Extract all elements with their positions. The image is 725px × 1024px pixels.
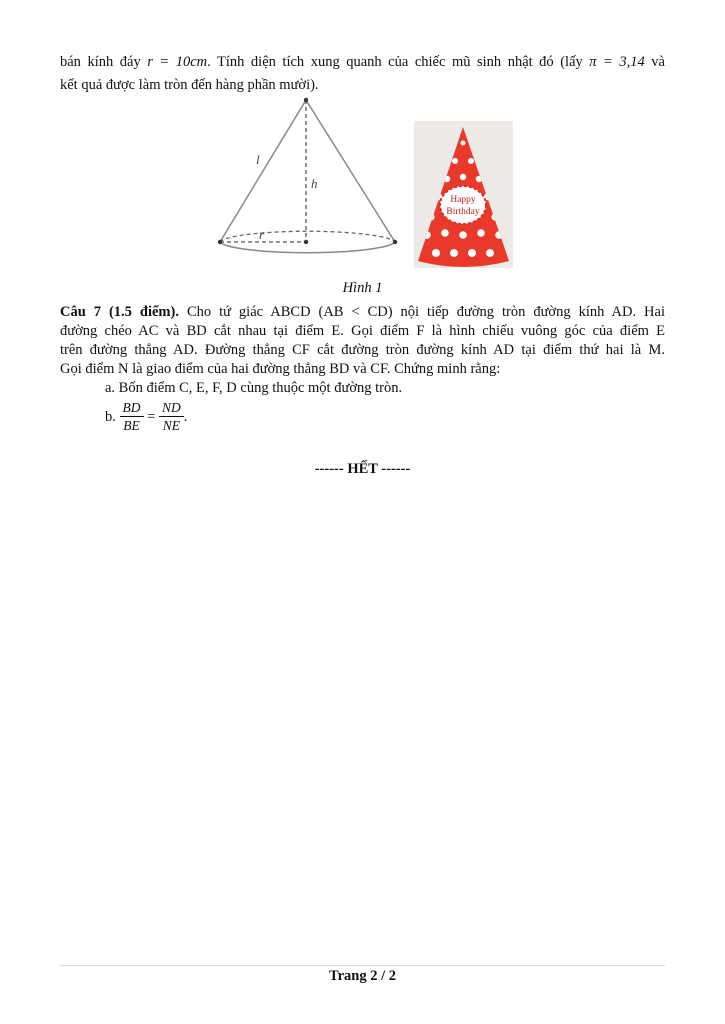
q7-part-b bbox=[105, 400, 665, 435]
q7-line-4: Gọi điểm N là giao điểm của hai đường thẳng BD và CF. Chứng minh rằng: bbox=[60, 361, 501, 377]
intro-text-a: bán kính đáy bbox=[60, 54, 148, 70]
q7-line-3: trên đường thẳng AD. Đường thẳng CF cắt đường tròn đường kính AD tại điểm thứ hai là M. bbox=[60, 342, 665, 358]
fraction-ne: NE bbox=[162, 418, 180, 433]
cone-left-edge bbox=[220, 100, 306, 242]
q7-heading: Câu 7 (1.5 điểm). bbox=[60, 304, 179, 320]
hat-tag-text-2: Birthday bbox=[446, 207, 480, 217]
hat-tag bbox=[440, 186, 486, 224]
footer-divider bbox=[60, 965, 665, 966]
q7-line-2: đường chéo AC và BD cắt nhau tại điểm E. Gọi điểm F là hình chiếu vuông góc của điểm E bbox=[60, 323, 665, 339]
page-footer: Trang 2 / 2 bbox=[329, 968, 396, 984]
radius-formula: r = 10cm bbox=[147, 54, 208, 70]
fraction-bd-be bbox=[120, 400, 144, 435]
fraction-bd: BD bbox=[120, 400, 144, 417]
cone-apex-point bbox=[304, 98, 308, 102]
label-h: h bbox=[311, 176, 318, 191]
q7-line-1-text: Cho tứ giác ABCD (AB < CD) nội tiếp đường tròn đường kính AD. Hai bbox=[178, 304, 665, 320]
figure-caption: Hình 1 bbox=[342, 280, 383, 296]
cone-diagram bbox=[212, 96, 402, 266]
label-l: l bbox=[256, 152, 260, 167]
intro-line-1 bbox=[60, 53, 665, 71]
birthday-hat-illustration bbox=[414, 121, 513, 268]
label-r: r bbox=[259, 227, 265, 242]
part-b-end: . bbox=[183, 409, 188, 425]
birthday-hat-photo bbox=[414, 121, 513, 268]
fraction-nd: ND bbox=[159, 400, 184, 417]
q7-part-a: a. Bốn điểm C, E, F, D cùng thuộc một đường tròn. bbox=[105, 380, 403, 396]
cone-center-point bbox=[304, 240, 308, 244]
end-mark: ------ HẾT ------ bbox=[314, 461, 411, 477]
cone-right-edge bbox=[306, 100, 395, 242]
cone-right-point bbox=[393, 240, 397, 244]
q7-line-1 bbox=[60, 303, 665, 321]
fraction-be: BE bbox=[123, 418, 140, 433]
fraction-nd-ne bbox=[159, 400, 184, 435]
intro-line-2: kết quả được làm tròn đến hàng phần mười). bbox=[60, 77, 319, 93]
pi-formula: π = 3,14 bbox=[589, 54, 645, 70]
cone-edge-point bbox=[218, 240, 222, 244]
intro-text-c: và bbox=[644, 54, 665, 70]
hat-tag-text-1: Happy bbox=[450, 195, 476, 205]
part-b-label: b. bbox=[105, 409, 116, 425]
equals-sign: = bbox=[147, 409, 156, 425]
intro-text-b: . Tính diện tích xung quanh của chiếc mũ sinh nhật đó (lấy bbox=[207, 54, 590, 70]
